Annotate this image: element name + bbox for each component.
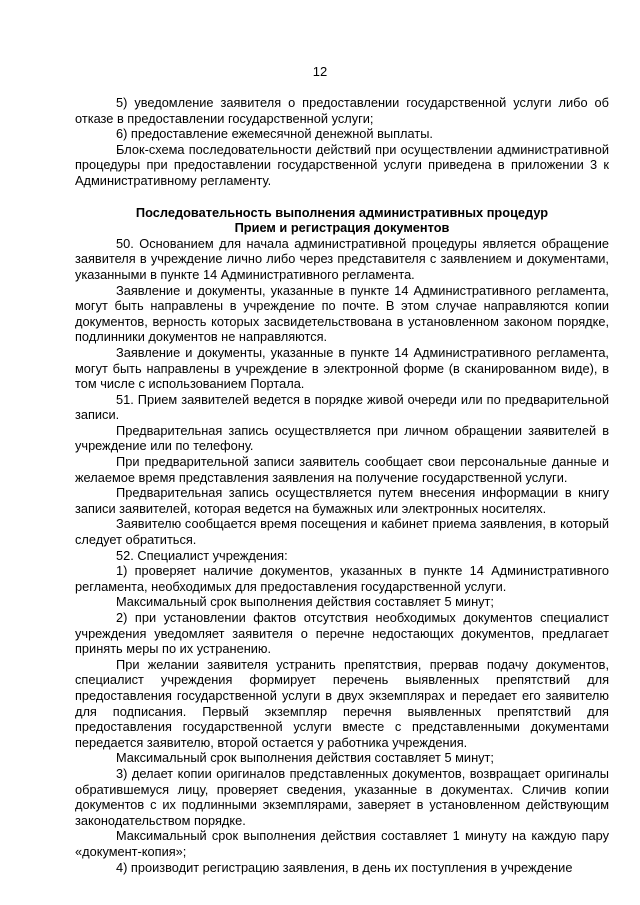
paragraph: Максимальный срок выполнения действия составляет 5 минут;: [116, 750, 494, 766]
subsection-heading: Прием и регистрация документов: [234, 220, 450, 236]
paragraph: При предварительной записи заявитель сообщает свои персональные данные и желаемое время представления заявления на получение государственной услуги.: [75, 454, 609, 485]
paragraph: 51. Прием заявителей ведется в порядке живой очереди или по предварительной записи.: [75, 391, 609, 423]
page-content: [75, 95, 609, 875]
paragraph: Предварительная запись осуществляется при личном обращении заявителей в учреждение или по телефону.: [75, 422, 609, 454]
paragraph: Заявление и документы, указанные в пункте 14 Административного регламента, могут быть направлены в учреждение в электронной форме (в сканированном виде), в том числе с использованием Портала.: [75, 344, 609, 392]
paragraph: 5) уведомление заявителя о предоставлении государственной услуги либо об отказе в предоставлении государственной услуги;: [75, 95, 609, 126]
paragraph: 3) делает копии оригиналов представленных документов, возвращает оригиналы обратившемуся лицу, проверяет сведения, указанные в документах. Сличив копии документов с их подлинными экземплярами, заверяет в установленном действующим законодательством порядке.: [75, 765, 609, 828]
spacer: [75, 189, 609, 205]
paragraph: Максимальный срок выполнения действия составляет 5 минут;: [116, 594, 494, 610]
paragraph: При желании заявителя устранить препятствия, прервав подачу документов, специалист учреждения формирует перечень выявленных препятствий для предоставления государственной услуги в двух экземплярах и передает его заявителю для подписания. Первый экземпляр перечня выявленных препятствий для предоставления государственной услуги вместе с представленными документами передается заявителю, второй остается у работника учреждения.: [75, 656, 609, 750]
paragraph: Блок-схема последовательности действий при осуществлении административной процедуры при предоставлении государственной услуги приведена в приложении 3 к Административному регламенту.: [75, 141, 609, 188]
section-heading: Последовательность выполнения административных процедур: [135, 204, 549, 220]
paragraph: Заявление и документы, указанные в пункте 14 Административного регламента, могут быть направлены в учреждение по почте. В этом случае направляются копии документов, верность которых засвидетельствована в установленном законом порядке, подлинники документов не направляются.: [75, 282, 609, 345]
paragraph: 4) производит регистрацию заявления, в день их поступления в учреждение: [116, 859, 573, 875]
page-number: 12: [312, 64, 328, 79]
paragraph: Заявителю сообщается время посещения и кабинет приема заявления, в который следует обратиться.: [75, 516, 609, 548]
paragraph: 1) проверяет наличие документов, указанных в пункте 14 Административного регламента, необходимых для предоставления государственной услуги.: [75, 563, 609, 594]
paragraph: 6) предоставление ежемесячной денежной выплаты.: [116, 126, 433, 142]
paragraph: Максимальный срок выполнения действия составляет 1 минуту на каждую пару «документ-копия»;: [75, 828, 609, 859]
paragraph: 52. Специалист учреждения:: [116, 547, 288, 563]
paragraph: 2) при установлении фактов отсутствия необходимых документов специалист учреждения уведомляет заявителя о перечне недостающих документов, предлагает принять меры по их устранению.: [75, 610, 609, 657]
paragraph: Предварительная запись осуществляется путем внесения информации в книгу записи заявителей, которая ведется на бумажных или электронных носителях.: [75, 485, 609, 516]
paragraph: 50. Основанием для начала административной процедуры является обращение заявителя в учреждение лично либо через представителя с заявлением и документами, указанными в пункте 14 Административного регламента.: [75, 235, 609, 282]
